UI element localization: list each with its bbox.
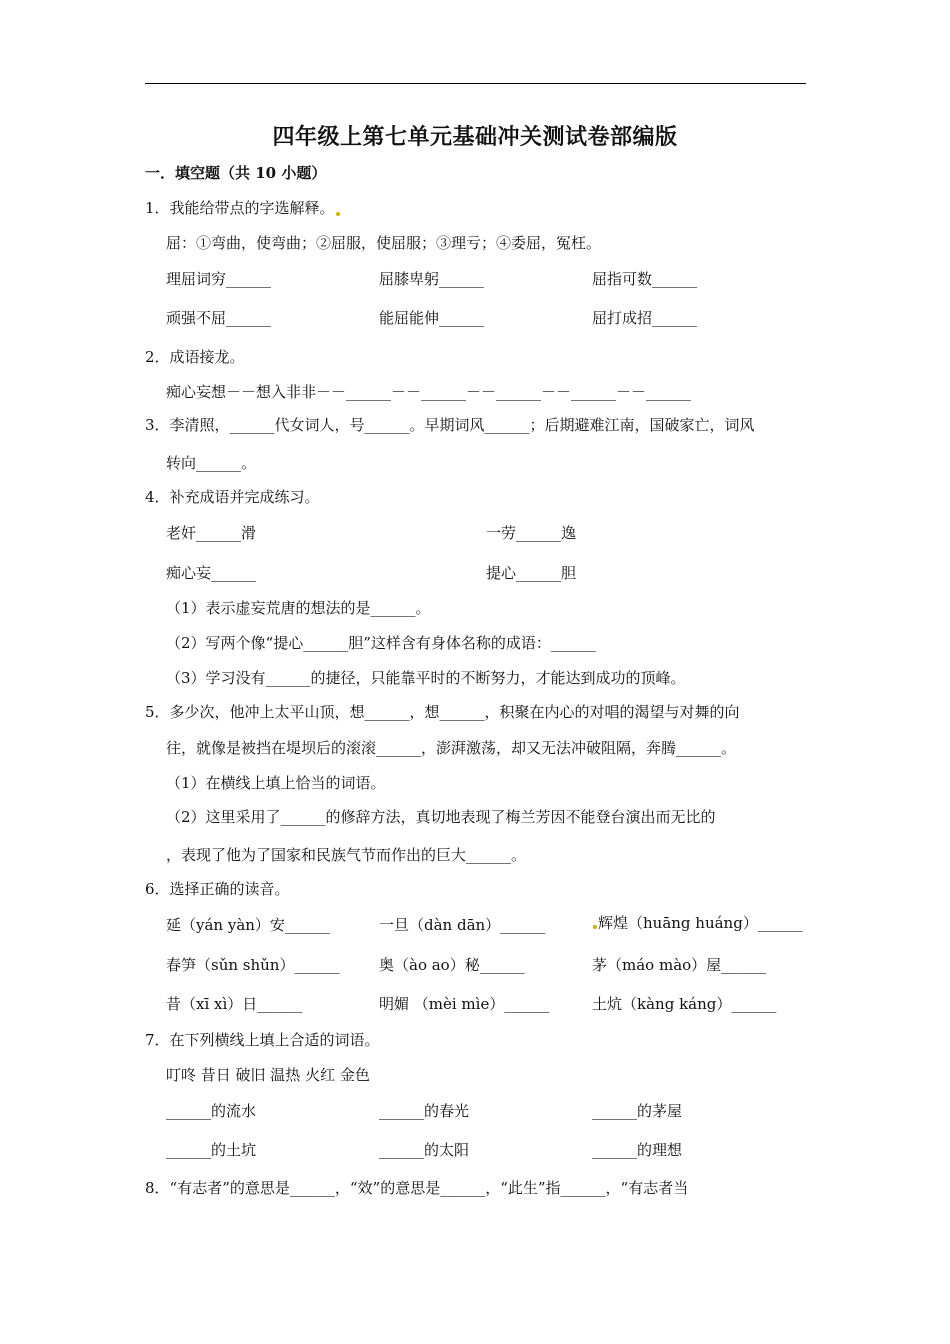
q5-sub1: （1）在横线上填上恰当的词语。 (166, 774, 386, 792)
q3-line1: 3．李清照，______代女词人，号______。早期词风______；后期避难江南，国破家亡，词风 (145, 416, 755, 434)
q7-item: ______的太阳 (379, 1141, 470, 1159)
q7-stem: 7．在下列横线上填上合适的词语。 (145, 1031, 380, 1049)
q4-sub2: （2）写两个像“提心______胆”这样含有身体名称的成语：______ (166, 634, 596, 652)
q5-line2: 往，就像是被挡在堤坝后的滚滚______，澎湃激荡，却又无法冲破阻隔，奔腾______。 (166, 739, 737, 757)
emphasis-dot-icon (336, 212, 340, 216)
q1-item: 屈膝卑躬______ (379, 270, 485, 288)
q6-item: 春笋（sǔn shǔn）______ (166, 956, 340, 974)
q7-item: ______的理想 (592, 1141, 683, 1159)
q5-line1: 5．多少次，他冲上太平山顶，想______，想______，积聚在内心的对唱的渴望与对舞的向 (145, 703, 740, 721)
q1-definitions: 屈：①弯曲，使弯曲；②屈服，使屈服；③理亏；④委屈，冤枉。 (166, 234, 602, 252)
q1-stem-text: 1．我能给带点的字选解释。 (145, 199, 335, 217)
q7-item: ______的流水 (166, 1102, 257, 1120)
q6-item: 明媚 （mèi mìe）______ (379, 995, 550, 1013)
q7-item: ______的春光 (379, 1102, 470, 1120)
q5-sub2: （2）这里采用了______的修辞方法，真切地表现了梅兰芳因不能登台演出而无比的 (166, 808, 716, 826)
q4-item: 老奸______滑 (166, 524, 257, 542)
q1-stem (145, 198, 340, 218)
q7-word-bank: 叮咚 昔日 破旧 温热 火红 金色 (166, 1066, 370, 1084)
q1-item: 顽强不屈______ (166, 309, 272, 327)
q1-item: 理屈词穷______ (166, 270, 272, 288)
q6-item (592, 913, 803, 933)
section-heading: 一．填空题（共 10 小题） (145, 164, 327, 182)
q6-item: 奥（ào ao）秘______ (379, 956, 525, 974)
q4-item: 痴心妄______ (166, 564, 257, 582)
q7-item: ______的土坑 (166, 1141, 257, 1159)
q6-item: 一旦（dàn dān）______ (379, 916, 546, 934)
q7-item: ______的茅屋 (592, 1102, 683, 1120)
q5-sub2-continued: ，表现了他为了国家和民族气节而作出的巨大______。 (166, 846, 527, 864)
q4-item: 提心______胆 (486, 564, 577, 582)
q4-stem: 4．补充成语并完成练习。 (145, 488, 320, 506)
q6-item: 延（yán yàn）安______ (166, 916, 330, 934)
q3-line2: 转向______。 (166, 454, 257, 472)
q6-item: 土炕（kàng káng）______ (592, 995, 777, 1013)
q6-item: 茅（máo mào）屋______ (592, 956, 767, 974)
q2-chain: 痴心妄想－－想入非非－－______－－______－－______－－______－－______ (166, 383, 692, 401)
q1-item: 屈指可数______ (592, 270, 698, 288)
q4-item: 一劳______逸 (486, 524, 577, 542)
q4-sub1: （1）表示虚妄荒唐的想法的是______。 (166, 599, 431, 617)
q8-line1: 8．“有志者”的意思是______，“效”的意思是______，“此生”指______，“有志者当 (145, 1179, 689, 1197)
emphasis-dot-icon (593, 925, 597, 929)
q6-item-text: 辉煌（huāng huáng）______ (598, 914, 803, 932)
page-title: 四年级上第七单元基础冲关测试卷部编版 (272, 124, 678, 150)
q4-sub3: （3）学习没有______的捷径，只能靠平时的不断努力，才能达到成功的顶峰。 (166, 669, 686, 687)
header-rule (145, 83, 806, 84)
q2-stem: 2．成语接龙。 (145, 348, 245, 366)
q6-stem: 6．选择正确的读音。 (145, 880, 290, 898)
q6-item: 昔（xī xì）日______ (166, 995, 303, 1013)
q1-item: 能屈能伸______ (379, 309, 485, 327)
q1-item: 屈打成招______ (592, 309, 698, 327)
